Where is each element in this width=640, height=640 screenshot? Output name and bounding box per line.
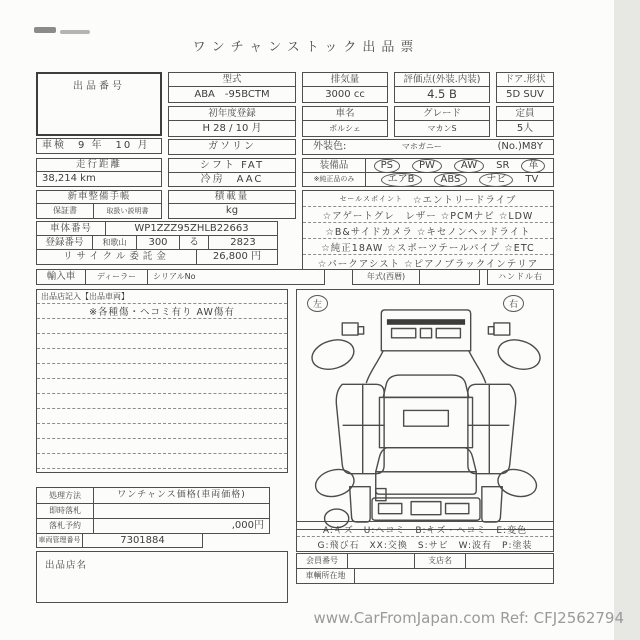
seller-notes-header: 出品店記入【出品車両】 xyxy=(37,290,287,304)
seller-name-label: 出品店名 xyxy=(45,560,88,571)
serial-number-cell: シリアルNo xyxy=(147,269,325,285)
reserve-bid-amount-cell: ,000円 xyxy=(93,518,270,534)
steering-cell: ハンドル右 xyxy=(487,269,554,285)
notes-blank-line xyxy=(37,334,287,349)
legend-line-2: G:飛び石 XX:交換 S:サビ W:波有 P:塗装 xyxy=(317,541,533,551)
door-shape-label: ドア.形状 xyxy=(496,72,554,87)
sales-point-row xyxy=(303,191,553,207)
import-car-label: 輸入車 xyxy=(36,269,86,285)
model-value: ABA -95BCTM xyxy=(168,86,296,103)
watermark: www.CarFromJapan.com Ref: CFJ2562794 xyxy=(313,609,624,627)
equip-navi: ナビ xyxy=(479,173,513,187)
model-year-value-cell xyxy=(419,269,480,285)
damage-legend-box xyxy=(296,521,554,552)
vehicle-location-value-cell xyxy=(354,568,554,584)
equip-ps: PS xyxy=(374,159,400,173)
one-chance-price-label: ワンチャンス価格(車両価格) xyxy=(93,487,270,504)
method-label: 処理方法 xyxy=(36,487,94,504)
equipment-row2 xyxy=(365,172,554,187)
instant-bid-value-cell xyxy=(93,503,270,519)
displacement-label: 排気量 xyxy=(302,72,388,87)
scan-edge-shadow xyxy=(614,0,640,640)
mileage-label: 走行距離 xyxy=(36,158,162,172)
sales-point-label: セールスポイント xyxy=(339,194,403,203)
equipment-row1 xyxy=(365,158,554,173)
model-year-label: 年式(西暦) xyxy=(352,269,420,285)
equip-airbag: エアB xyxy=(381,173,422,187)
payload-label: 積載量 xyxy=(168,190,296,204)
sales-point-line: ☆アゲートグレ レザー ☆PCMナビ ☆LDW xyxy=(322,210,534,222)
notes-line xyxy=(37,304,287,319)
equip-leather: 革 xyxy=(521,159,545,173)
displacement-value: 3000 cc xyxy=(302,86,388,103)
reg-kana: る xyxy=(179,235,209,250)
legend-line-1: A:キズ U:ヘコミ B:キズ・ヘコミ E:変色 xyxy=(297,522,553,537)
reg-class: 300 xyxy=(136,235,180,250)
handbook-label: 取扱い説明書 xyxy=(93,203,162,219)
sales-point-row xyxy=(303,223,553,239)
scan-artifact xyxy=(60,30,90,34)
sales-point-line: ☆パークアシスト ☆ピアノブラックインテリア xyxy=(317,259,539,270)
notes-blank-line xyxy=(37,379,287,394)
shaken-cell: 車検 9 年 10 月 xyxy=(36,138,162,154)
notes-blank-line xyxy=(37,439,287,454)
notes-blank-line xyxy=(37,409,287,424)
color-label: 外装色: xyxy=(313,141,347,152)
lot-number-label: 出品番号 xyxy=(73,81,125,92)
first-reg-label: 初年度登録 xyxy=(168,106,296,121)
seller-name-box xyxy=(36,551,288,603)
branch-name-value-cell xyxy=(465,553,554,569)
sales-point-row xyxy=(303,239,553,255)
score-value: 4.5 B xyxy=(394,86,490,103)
aircon-cell: 冷房 AAC xyxy=(168,172,296,187)
vin-value: WP1ZZZ95ZHLB22663 xyxy=(105,221,278,236)
capacity-value: 5人 xyxy=(496,120,554,137)
notes-text: ※各種傷・ヘコミ有り AW傷有 xyxy=(89,307,235,318)
recycle-fee-label: リサイクル委託金 xyxy=(36,249,197,265)
mgmt-number-label: 車両管理番号 xyxy=(36,533,83,548)
car-name-label: 車名 xyxy=(302,106,388,121)
sales-point-line: ☆エントリードライブ xyxy=(412,194,517,206)
warranty-label: 保証書 xyxy=(36,203,94,219)
notes-blank-line xyxy=(37,454,287,469)
notes-blank-line xyxy=(37,349,287,364)
sales-point-line: ☆B&サイドカメラ ☆キセノンヘッドライト xyxy=(325,226,531,238)
notes-blank-line xyxy=(37,394,287,409)
reserve-bid-label: 落札予約 xyxy=(36,518,94,534)
color-number: (No.)M8Y xyxy=(497,141,543,152)
score-label: 評価点(外装.内装) xyxy=(394,72,490,87)
diagram-left-label: 左 xyxy=(307,295,328,312)
first-reg-value: H 28 / 10 月 xyxy=(168,120,296,137)
color-row xyxy=(302,139,554,155)
car-damage-diagram xyxy=(305,304,547,528)
scan-artifact xyxy=(34,27,56,33)
grade-label: グレード xyxy=(394,106,490,121)
payload-value: kg xyxy=(168,203,296,219)
member-number-value-cell xyxy=(347,553,415,569)
notes-blank-line xyxy=(37,364,287,379)
equip-aw: AW xyxy=(454,159,484,173)
grade-value: マカンS xyxy=(394,120,490,137)
equip-abs: ABS xyxy=(434,173,468,187)
vehicle-location-label: 車輌所在地 xyxy=(296,568,355,584)
notes-blank-line xyxy=(37,424,287,439)
notes-blank-line xyxy=(37,319,287,334)
sales-point-line: ☆純正18AW ☆スポーツテールパイプ ☆ETC xyxy=(321,242,535,254)
mileage-value: 38,214 km xyxy=(36,171,162,187)
fuel-cell: ガソリン xyxy=(168,139,296,155)
diagram-right-label: 右 xyxy=(503,295,524,312)
car-name-value: ポルシェ xyxy=(302,120,388,137)
sheet-title: ワンチャンストック出品票 xyxy=(192,40,420,55)
member-number-label: 会員番号 xyxy=(296,553,348,569)
branch-name-label: 支店名 xyxy=(414,553,466,569)
equip-tv: TV xyxy=(525,173,539,185)
sales-points-box xyxy=(302,190,554,270)
maintenance-book-label: 新車整備手帳 xyxy=(36,190,162,204)
lot-number-box xyxy=(36,72,162,136)
reg-number-label: 登録番号 xyxy=(36,235,93,250)
instant-bid-label: 即時落札 xyxy=(36,503,94,519)
dealer-cell: ディーラー xyxy=(85,269,148,285)
model-label: 型式 xyxy=(168,72,296,87)
reg-area: 和歌山 xyxy=(92,235,137,250)
mgmt-number-value: 7301884 xyxy=(82,533,203,548)
color-value: マホガニー xyxy=(401,142,442,151)
genuine-only-label: ※純正品のみ xyxy=(302,172,366,187)
seller-notes-box xyxy=(36,289,288,473)
sales-point-row xyxy=(303,207,553,223)
recycle-fee-value: 26,800 円 xyxy=(196,249,278,265)
vin-label: 車体番号 xyxy=(36,221,106,236)
reg-number: 2823 xyxy=(208,235,278,250)
capacity-label: 定員 xyxy=(496,106,554,121)
equipment-label: 装備品 xyxy=(302,158,366,173)
door-shape-value: 5D SUV xyxy=(496,86,554,103)
equip-sr: SR xyxy=(496,159,510,171)
damage-diagram-box xyxy=(296,289,554,530)
shift-cell: シフト FAT xyxy=(168,158,296,173)
equip-pw: PW xyxy=(412,159,442,173)
